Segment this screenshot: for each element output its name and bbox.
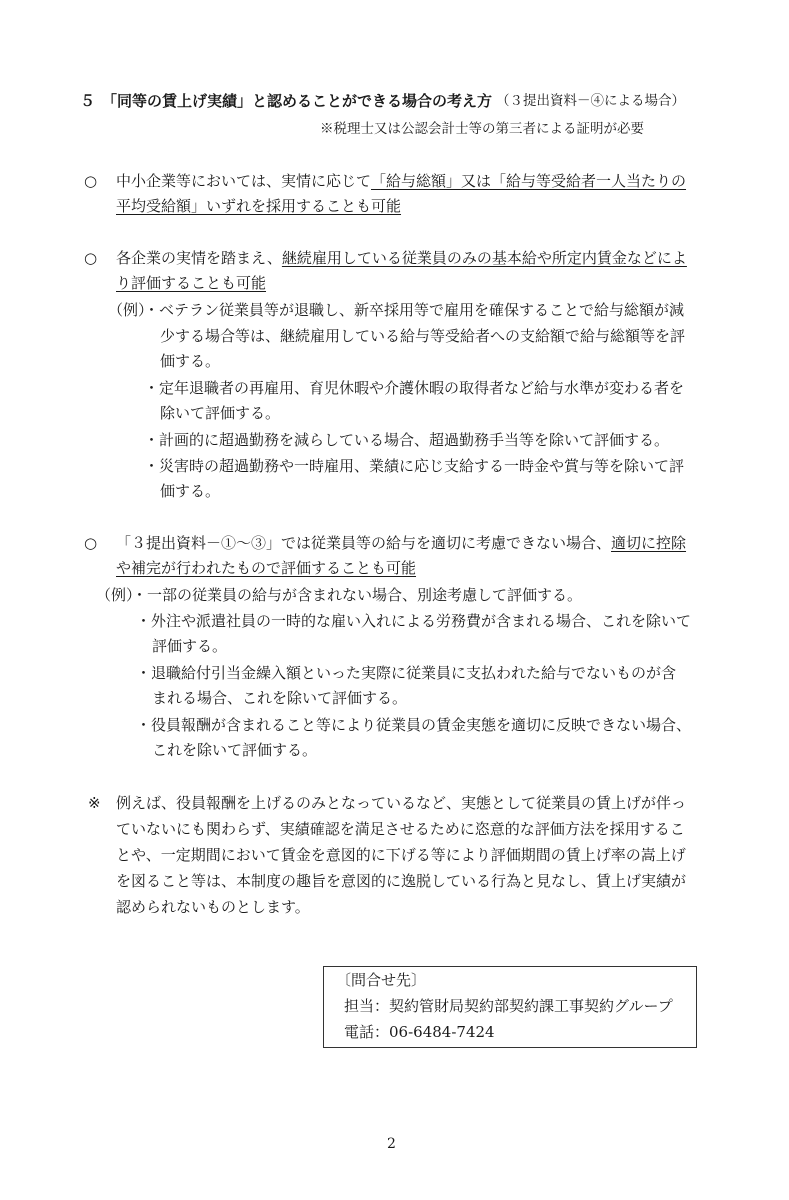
block1-line1 — [116, 174, 686, 189]
block3-item2-line2: 評価する。 — [152, 637, 228, 655]
block1-line2: 平均受給額」いずれを採用することも可能 — [116, 197, 402, 215]
block3-item1-line1: ・一部の従業員の給与が含まれない場合、別途考慮して評価する。 — [132, 586, 583, 604]
bullet-circle-3: ○ — [84, 534, 98, 552]
block2-item1-line3: 価する。 — [160, 352, 221, 370]
block2-example-label: （例） — [108, 301, 154, 319]
block1-text: 中小企業等においては、実情に応じて — [116, 172, 372, 190]
bullet-circle-2: ○ — [84, 249, 98, 267]
block2-underlined: 継続雇用している従業員のみの基本給や所定内賃金などによ — [281, 249, 687, 267]
block2-item4-line2: 価する。 — [160, 482, 221, 500]
note-line5: 認められないものとします。 — [116, 898, 310, 916]
block3-item3-line2: まれる場合、これを除いて評価する。 — [152, 689, 408, 707]
section-title: 「同等の賃上げ実績」と認めることができる場合の考え方 — [102, 92, 493, 110]
block3-item4-line1: ・役員報酬が含まれること等により従業員の賃金実態を適切に反映できない場合、 — [136, 716, 692, 734]
block2-text: 各企業の実情を踏まえ、 — [116, 249, 282, 267]
note-line1: 例えば、役員報酬を上げるのみとなっているなど、実態として従業員の賃上げが伴っ — [116, 794, 687, 812]
block3-line2: や補完が行われたもので評価することも可能 — [116, 559, 417, 577]
block3-item3-line1: ・退職給付引当金繰入額といった実際に従業員に支払われた給与でないものが含 — [136, 664, 677, 682]
block2-item2-line1: ・定年退職者の再雇用、育児休暇や介護休暇の取得者など給与水準が変わる者を — [144, 379, 685, 397]
block2-line2: り評価することも可能 — [116, 274, 267, 292]
section-number: ５ — [80, 92, 96, 110]
block3-underlined: 適切に控除 — [611, 534, 687, 552]
section-title-paren: （３提出資料－④による場合） — [496, 93, 685, 109]
certification-note: ※税理士又は公認会計士等の第三者による証明が必要 — [320, 121, 644, 137]
note-mark: ※ — [88, 794, 101, 812]
block2-line1 — [116, 251, 687, 266]
page-number: 2 — [387, 1136, 396, 1152]
block3-item4-line2: これを除いて評価する。 — [152, 741, 318, 759]
bullet-circle-1: ○ — [84, 172, 98, 190]
contact-title: 〔問合せ先〕 — [336, 971, 427, 989]
block2-item1-line2: 少する場合等は、継続雇用している給与等受給者への支給額で給与総額等を評 — [160, 327, 686, 345]
contact-phone: 電話：06-6484-7424 — [344, 1023, 495, 1041]
block2-item2-line2: 除いて評価する。 — [160, 404, 281, 422]
note-line4: を図ること等は、本制度の趣旨を意図的に逸脱している行為と見なし、賃上げ実績が — [116, 872, 687, 890]
note-line3: とや、一定期間において賃金を意図的に下げる等により評価期間の賃上げ率の嵩上げ — [116, 846, 686, 864]
block3-line1 — [116, 536, 686, 551]
block3-item2-line1: ・外注や派遣社員の一時的な雇い入れによる労務費が含まれる場合、これを除いて — [136, 612, 692, 630]
contact-person: 担当：契約管財局契約部契約課工事契約グループ — [344, 997, 673, 1015]
note-line2: ていないにも関わらず、実績確認を満足させるために恣意的な評価方法を採用するこ — [116, 820, 685, 838]
block3-example-label: （例） — [96, 586, 142, 604]
block2-item4-line1: ・災害時の超過勤務や一時雇用、業績に応じ支給する一時金や賞与等を除いて評 — [144, 457, 685, 475]
block3-text: 「３提出資料－①～③」では従業員等の給与を適切に考慮できない場合、 — [116, 534, 612, 552]
block2-item1-line1: ・ベテラン従業員等が退職し、新卒採用等で雇用を確保することで給与総額が減 — [144, 301, 685, 319]
block1-underlined: 「給与総額」又は「給与等受給者一人当たりの — [371, 172, 687, 190]
block2-item3-line1: ・計画的に超過勤務を減らしている場合、超過勤務手当等を除いて評価する。 — [144, 431, 670, 449]
